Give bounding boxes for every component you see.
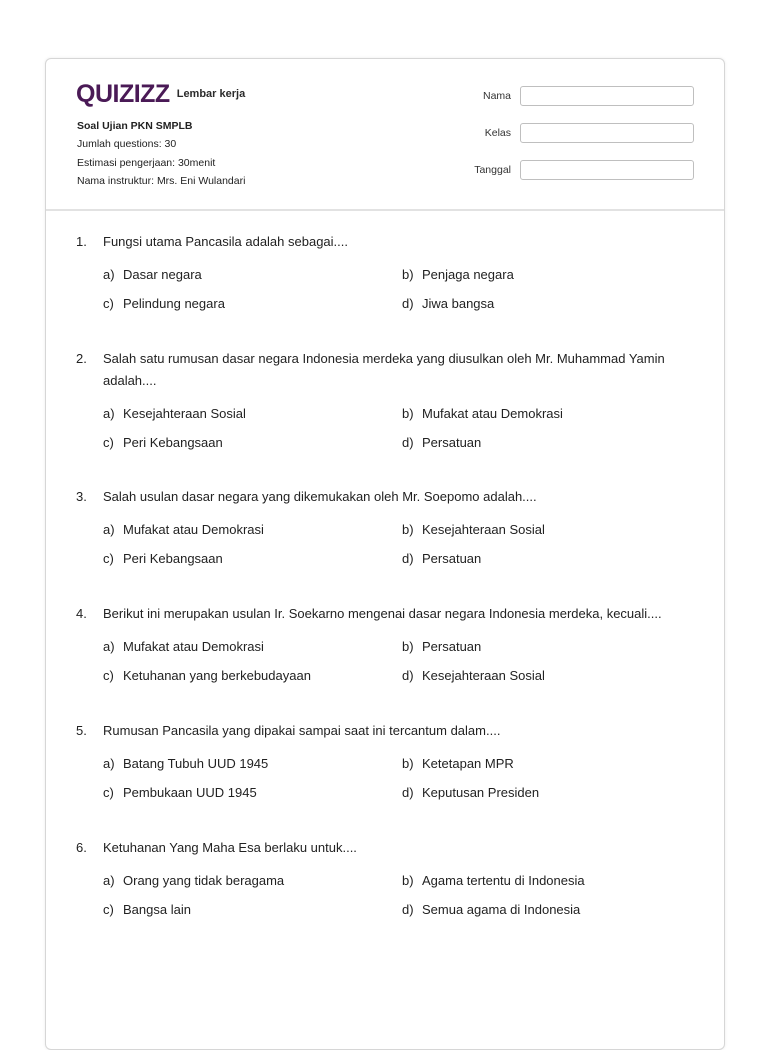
question-item xyxy=(76,603,696,699)
option-letter: d) xyxy=(402,902,414,917)
answer-option xyxy=(402,435,481,451)
date-input[interactable] xyxy=(520,160,694,180)
date-field-row xyxy=(474,159,694,181)
class-input[interactable] xyxy=(520,123,694,143)
question-text: Berikut ini merupakan usulan Ir. Soekarno mengenai dasar negara Indonesia merdeka, kecuali.... xyxy=(103,606,662,621)
question-text: Salah usulan dasar negara yang dikemukakan oleh Mr. Soepomo adalah.... xyxy=(103,489,537,504)
option-letter: a) xyxy=(103,756,115,771)
option-text: Kesejahteraan Sosial xyxy=(422,668,545,683)
option-letter: c) xyxy=(103,296,114,311)
option-letter: a) xyxy=(103,639,115,654)
option-text: Ketetapan MPR xyxy=(422,756,514,771)
option-letter: a) xyxy=(103,267,115,282)
answer-option xyxy=(103,435,223,451)
question-item xyxy=(76,231,696,327)
question-text: Ketuhanan Yang Maha Esa berlaku untuk.... xyxy=(103,840,357,855)
option-letter: c) xyxy=(103,435,114,450)
answer-option xyxy=(103,522,264,538)
answer-options xyxy=(103,873,696,933)
answer-options xyxy=(103,406,696,466)
answer-option xyxy=(103,902,191,918)
answer-option xyxy=(103,296,225,312)
option-text: Persatuan xyxy=(422,435,482,450)
option-letter: b) xyxy=(402,406,414,421)
option-text: Dasar negara xyxy=(123,267,202,282)
answer-options xyxy=(103,639,696,699)
question-number: 2. xyxy=(76,351,87,366)
option-text: Bangsa lain xyxy=(123,902,191,917)
option-letter: a) xyxy=(103,873,115,888)
question-text: Rumusan Pancasila yang dipakai sampai saat ini tercantum dalam.... xyxy=(103,723,501,738)
option-letter: d) xyxy=(402,435,414,450)
question-text: Fungsi utama Pancasila adalah sebagai.... xyxy=(103,234,348,249)
option-letter: b) xyxy=(402,522,414,537)
option-text: Orang yang tidak beragama xyxy=(123,873,285,888)
answer-option xyxy=(402,785,539,801)
option-letter: d) xyxy=(402,551,414,566)
answer-option xyxy=(402,639,481,655)
student-info-fields xyxy=(474,85,694,196)
answer-options xyxy=(103,756,696,816)
answer-option xyxy=(402,406,563,422)
question-number: 3. xyxy=(76,489,87,504)
class-label: Kelas xyxy=(484,127,511,139)
name-input[interactable] xyxy=(520,86,694,106)
option-text: Keputusan Presiden xyxy=(422,785,540,800)
option-text: Semua agama di Indonesia xyxy=(422,902,581,917)
option-text: Ketuhanan yang berkebudayaan xyxy=(123,668,311,683)
instructor-name: Nama instruktur: Mrs. Eni Wulandari xyxy=(77,174,246,187)
question-item xyxy=(76,348,696,466)
question-item xyxy=(76,486,696,582)
option-letter: d) xyxy=(402,296,414,311)
option-text: Batang Tubuh UUD 1945 xyxy=(123,756,269,771)
answer-option xyxy=(402,522,545,538)
worksheet-page xyxy=(45,58,725,1050)
date-label: Tanggal xyxy=(474,164,511,176)
name-field-row xyxy=(474,85,694,107)
question-number: 1. xyxy=(76,234,87,249)
option-text: Pelindung negara xyxy=(123,296,225,311)
answer-options xyxy=(103,522,696,582)
option-letter: b) xyxy=(402,873,414,888)
option-text: Persatuan xyxy=(422,551,482,566)
option-text: Jiwa bangsa xyxy=(422,296,495,311)
answer-option xyxy=(103,406,246,422)
option-text: Penjaga negara xyxy=(422,267,514,282)
sheet-label: Lembar kerja xyxy=(176,88,246,100)
worksheet-meta xyxy=(77,117,245,190)
answer-option xyxy=(103,785,257,801)
answer-option xyxy=(402,296,494,312)
quizizz-logo xyxy=(76,81,245,107)
option-text: Kesejahteraan Sosial xyxy=(123,406,246,421)
option-text: Mufakat atau Demokrasi xyxy=(123,639,264,654)
answer-option xyxy=(402,902,580,918)
option-letter: b) xyxy=(402,756,414,771)
option-letter: a) xyxy=(103,406,115,421)
option-text: Peri Kebangsaan xyxy=(123,551,223,566)
option-text: Peri Kebangsaan xyxy=(123,435,223,450)
option-text: Mufakat atau Demokrasi xyxy=(123,522,264,537)
option-letter: c) xyxy=(103,668,114,683)
name-label: Nama xyxy=(482,90,511,102)
option-text: Agama tertentu di Indonesia xyxy=(422,873,585,888)
option-letter: b) xyxy=(402,267,414,282)
answer-option xyxy=(402,668,545,684)
estimated-duration: Estimasi pengerjaan: 30menit xyxy=(77,156,216,169)
option-letter: a) xyxy=(103,522,115,537)
worksheet-title: Soal Ujian PKN SMPLB xyxy=(77,120,193,132)
question-item xyxy=(76,720,696,816)
class-field-row xyxy=(474,122,694,144)
option-text: Mufakat atau Demokrasi xyxy=(422,406,563,421)
question-number: 5. xyxy=(76,723,87,738)
question-count: Jumlah questions: 30 xyxy=(77,138,177,151)
question-number: 4. xyxy=(76,606,87,621)
question-item xyxy=(76,837,696,933)
answer-option xyxy=(103,668,311,684)
option-text: Kesejahteraan Sosial xyxy=(422,522,545,537)
option-letter: d) xyxy=(402,668,414,683)
answer-option xyxy=(402,267,514,283)
brand-wordmark: QUIZIZZ xyxy=(76,79,170,108)
answer-option xyxy=(103,551,223,567)
answer-option xyxy=(103,639,264,655)
option-letter: d) xyxy=(402,785,414,800)
answer-option xyxy=(402,873,585,889)
worksheet-header xyxy=(46,59,724,211)
answer-option xyxy=(103,267,202,283)
answer-option xyxy=(402,551,481,567)
question-number: 6. xyxy=(76,840,87,855)
option-text: Pembukaan UUD 1945 xyxy=(123,785,257,800)
option-letter: b) xyxy=(402,639,414,654)
option-letter: c) xyxy=(103,551,114,566)
option-letter: c) xyxy=(103,785,114,800)
question-text: Salah satu rumusan dasar negara Indonesia merdeka yang diusulkan oleh Mr. Muhammad Yamin adalah.... xyxy=(103,351,665,388)
answer-option xyxy=(103,873,284,889)
answer-options xyxy=(103,267,696,327)
answer-option xyxy=(103,756,268,772)
answer-option xyxy=(402,756,514,772)
option-letter: c) xyxy=(103,902,114,917)
option-text: Persatuan xyxy=(422,639,482,654)
